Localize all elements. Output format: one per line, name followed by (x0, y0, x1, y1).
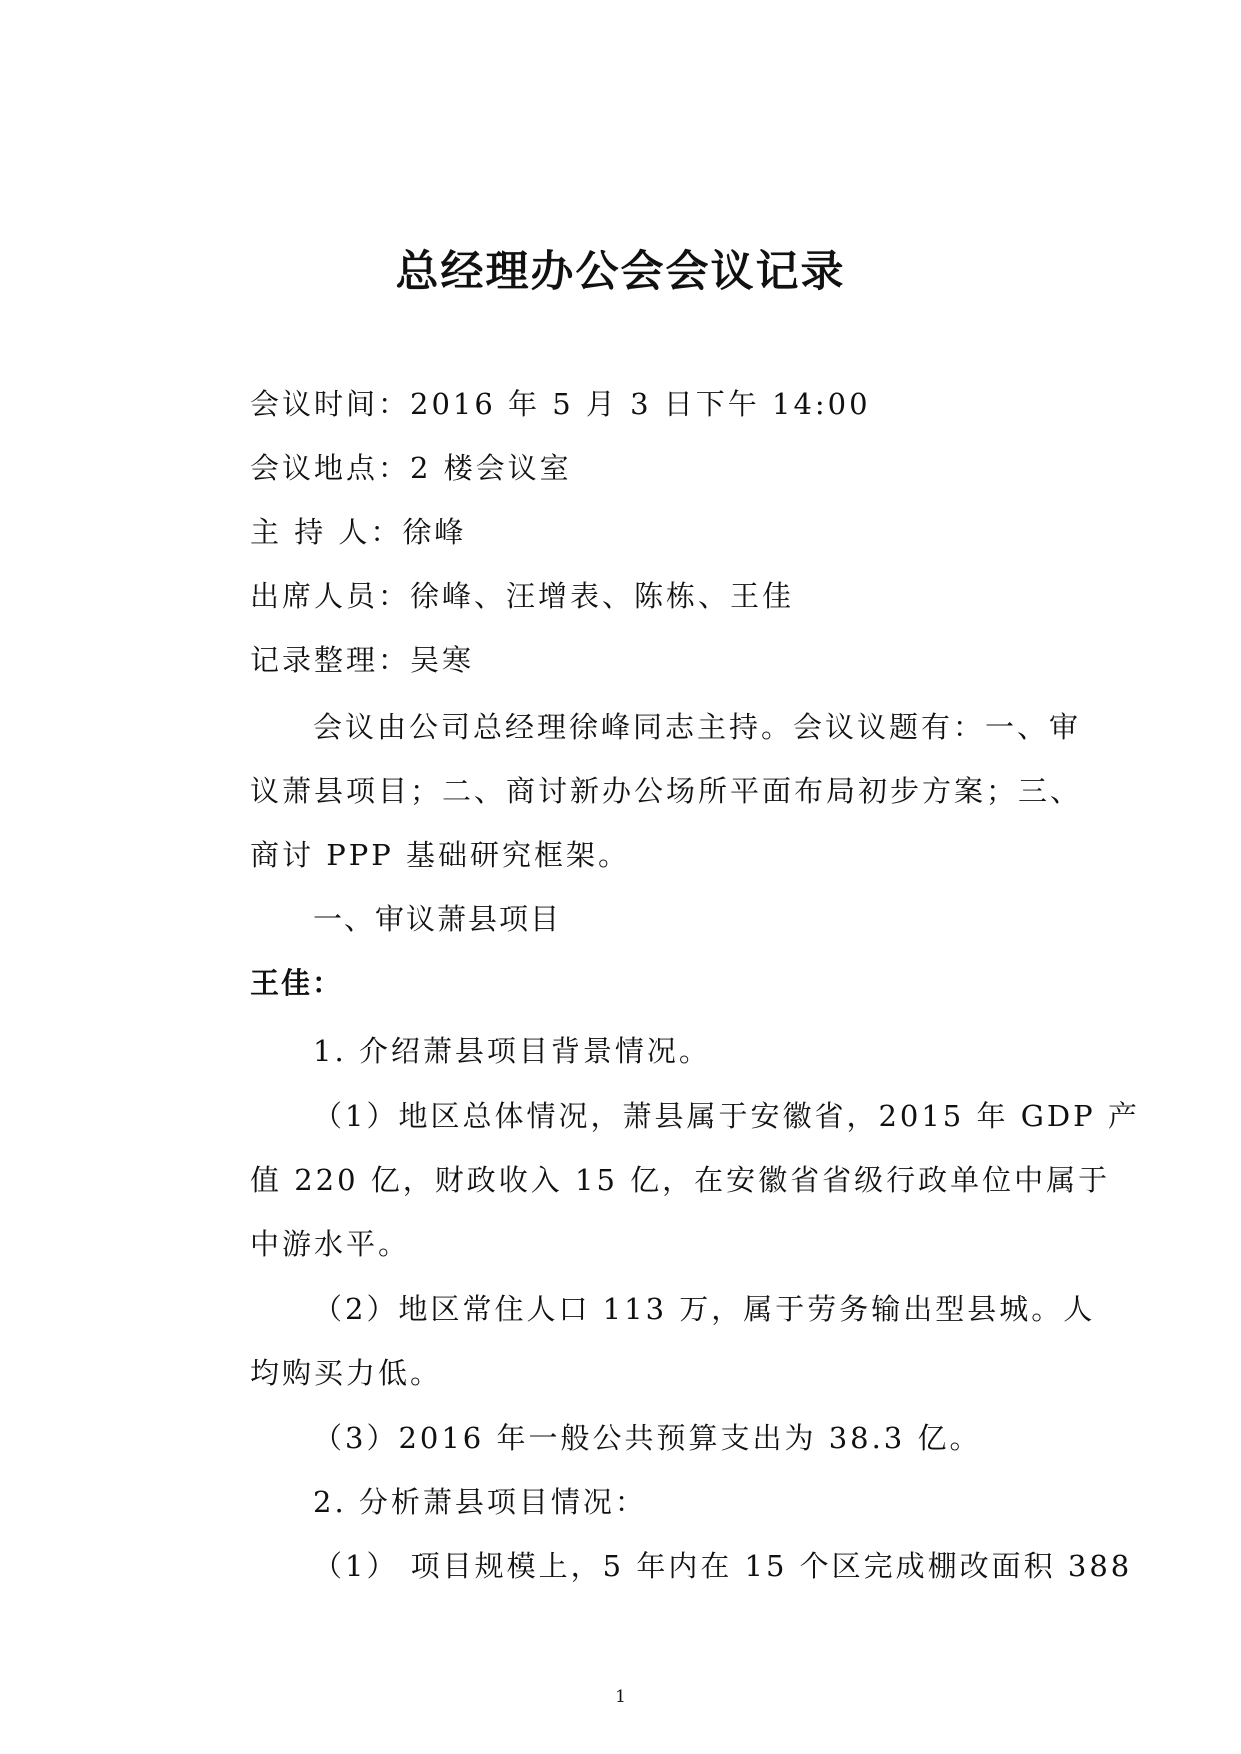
meeting-host: 主 持 人：徐峰 (250, 515, 467, 549)
meeting-attendees: 出席人员：徐峰、汪增表、陈栋、王佳 (250, 579, 795, 613)
sub-item-line: （1） 项目规模上，5 年内在 15 个区完成棚改面积 388 (313, 1549, 1133, 1583)
sub-item-line: （3）2016 年一般公共预算支出为 38.3 亿。 (313, 1421, 982, 1455)
intro-paragraph-line: 商讨 PPP 基础研究框架。 (250, 838, 630, 872)
meeting-recorder: 记录整理：吴寒 (250, 643, 475, 677)
sub-item-line: （2）地区常住人口 113 万，属于劳务输出型县城。人 (313, 1292, 1096, 1326)
meeting-time: 会议时间：2016 年 5 月 3 日下午 14:00 (250, 387, 871, 421)
intro-paragraph-line: 会议由公司总经理徐峰同志主持。会议议题有：一、审 (313, 710, 1082, 744)
list-item: 2. 分析萧县项目情况： (313, 1485, 647, 1519)
intro-paragraph-line: 议萧县项目；二、商讨新办公场所平面布局初步方案；三、 (250, 774, 1083, 808)
page-number: 1 (615, 1687, 626, 1707)
section-heading: 一、审议萧县项目 (313, 902, 562, 936)
sub-item-line: 值 220 亿，财政收入 15 亿，在安徽省省级行政单位中属于 (250, 1163, 1111, 1197)
sub-item-line: 中游水平。 (250, 1227, 411, 1261)
list-item: 1. 介绍萧县项目背景情况。 (313, 1034, 711, 1068)
meeting-place: 会议地点：2 楼会议室 (250, 451, 572, 485)
document-title: 总经理办公会会议记录 (395, 247, 846, 297)
speaker-name: 王佳： (250, 966, 344, 1000)
sub-item-line: （1）地区总体情况，萧县属于安徽省，2015 年 GDP 产 (313, 1099, 1140, 1133)
sub-item-line: 均购买力低。 (250, 1356, 443, 1390)
